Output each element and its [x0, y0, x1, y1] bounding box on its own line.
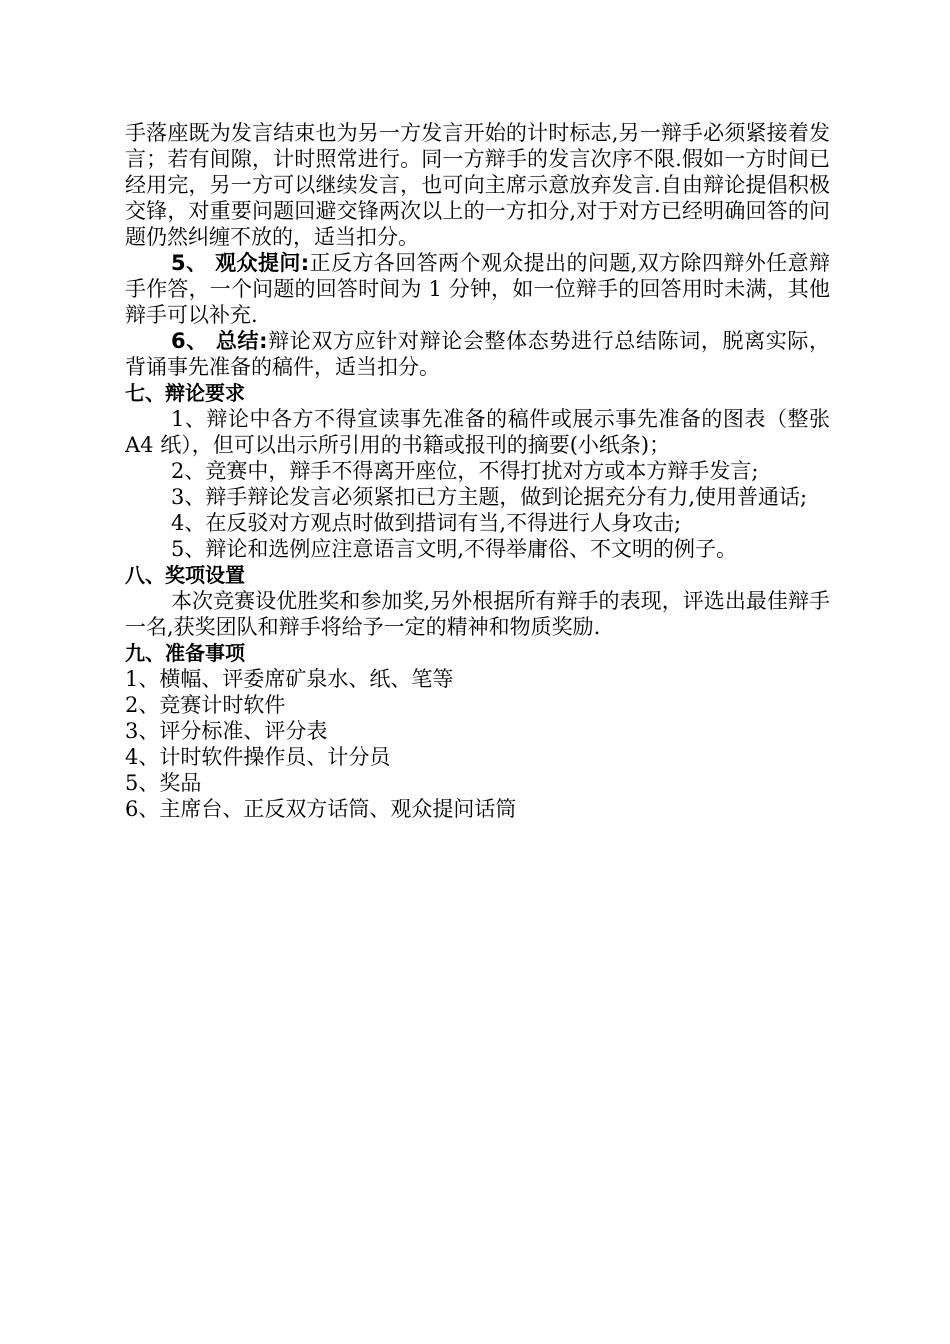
section-9-item: 6、主席台、正反双方话筒、观众提问话筒 — [125, 797, 517, 821]
section-7-item: 3、辩手辩论发言必须紧扣已方主题，做到论据充分有力,使用普通话; — [171, 485, 808, 509]
item-5-body: 正反方各回答两个观众提出的问题,双方除四辩外任意辩手作答，一个问题的回答时间为 1 分钟，如一位辩手的回答用时未满，其他辩手可以补充. — [125, 251, 830, 327]
section-9-item: 4、计时软件操作员、计分员 — [125, 745, 391, 769]
section-7-item: 2、竞赛中，辩手不得离开座位，不得打扰对方或本方辩手发言; — [171, 459, 759, 483]
section-9-item: 5、奖品 — [125, 771, 202, 795]
item-6-paragraph — [125, 328, 830, 380]
section-9-item: 1、横幅、评委席矿泉水、纸、笔等 — [125, 667, 454, 691]
section-8-body: 本次竞赛设优胜奖和参加奖,另外根据所有辩手的表现，评选出最佳辩手一名,获奖团队和辩手将给予一定的精神和物质奖励. — [125, 589, 830, 639]
section-9-item: 3、评分标准、评分表 — [125, 719, 328, 743]
section-7-item: 1、辩论中各方不得宣读事先准备的稿件或展示事先准备的图表（整张 A4 纸），但可以出示所引用的书籍或报刊的摘要(小纸条)； — [125, 407, 830, 457]
section-7-item: 5、辩论和选例应注意语言文明,不得举庸俗、不文明的例子。 — [171, 537, 738, 561]
section-9-heading: 九、准备事项 — [125, 641, 245, 665]
item-6-body: 辩论双方应针对辩论会整体态势进行总结陈词，脱离实际，背诵事先准备的稿件，适当扣分。 — [125, 329, 830, 379]
section-7-heading: 七、辩论要求 — [125, 381, 245, 405]
section-9-item: 2、竞赛计时软件 — [125, 693, 286, 717]
document-page — [125, 120, 830, 822]
item-5-paragraph — [125, 250, 830, 328]
section-8-heading: 八、奖项设置 — [125, 563, 245, 587]
continuation-paragraph: 手落座既为发言结束也为另一方发言开始的计时标志,另一辩手必须紧接着发言；若有间隙，计时照常进行。同一方辩手的发言次序不限.假如一方时间已经用完，另一方可以继续发言，也可向主席示意放弃发言.自由辩论提倡积极交锋，对重要问题回避交锋两次以上的一方扣分,对于对方已经明确回答的问题仍然纠缠不放的，适当扣分。 — [125, 121, 830, 249]
item-6-title: 6、 总结: — [171, 329, 268, 353]
item-5-title: 5、 观众提问: — [171, 251, 310, 275]
section-7-item: 4、在反驳对方观点时做到措词有当,不得进行人身攻击; — [171, 511, 682, 535]
